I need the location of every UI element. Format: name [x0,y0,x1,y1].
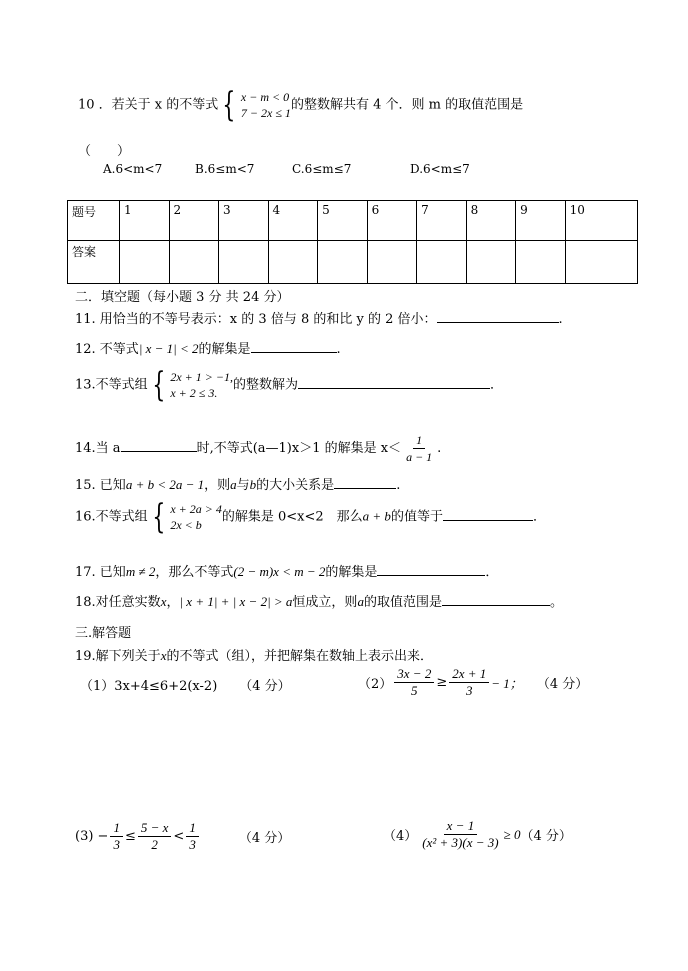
q10-paren: （ ） [78,144,131,159]
question-16: 16.不等式组 { x + 2a > 4 2x < b 的解集是 0<x<2 那么a + b的值等于 ． [75,497,546,537]
answer-table [67,200,638,284]
answer-blank[interactable] [443,508,533,521]
q10-prefix: 10 ．若关于 x 的不等式 [78,97,219,113]
question-15: 15. 已知a + b < 2a − 1，则a与b的大小关系是 . [75,477,401,493]
answer-blank[interactable] [377,563,485,576]
answer-cell[interactable] [466,241,516,284]
answer-blank[interactable] [121,439,197,452]
answer-cell[interactable] [516,241,566,284]
problem-1: （1）3x+4≤6+2(x-2) （4 分） [80,679,291,694]
answer-blank[interactable] [334,476,396,489]
q10-option-c: C.6≤m≤7 [292,162,352,176]
problem-3: (3) − $\frac{1}{3}$ ≤ $\frac{5 - x}{2}$ < $\frac{1}{3}$ （4 分） [75,820,291,852]
question-12: 12. 不等式| x − 1| < 2的解集是 . [75,341,341,357]
q10-system: { x − m < 0 7 − 2x ≤ 1 [222,85,291,125]
answer-cell[interactable] [367,241,417,284]
question-13: 13.不等式组 { 2x + 1 > −1, x + 2 ≤ 3. 的整数解为 ． [75,365,503,405]
table-row [68,241,638,284]
answer-cell[interactable] [120,241,170,284]
q16-system: { x + 2a > 4 2x < b [152,497,222,537]
answer-cell[interactable] [565,241,637,284]
q13-system: { 2x + 1 > −1, x + 2 ≤ 3. [152,365,233,405]
answer-cell[interactable] [219,241,269,284]
q10-option-d: D.6<m≤7 [410,162,470,176]
question-18: 18.对任意实数x，| x + 1| + | x − 2| > a恒成立，则a的取值范围是 。 [75,594,563,610]
answer-cell[interactable] [417,241,467,284]
question-10 [78,85,524,125]
question-11: 11. 用恰当的不等号表示：x 的 3 倍与 8 的和比 y 的 2 倍小： . [75,312,563,327]
q14-fraction: $\frac{1}{a - 1}$ [406,433,433,464]
answer-cell[interactable] [318,241,368,284]
section-2-title: 二．填空题（每小题 3 分 共 24 分） [75,290,290,305]
answer-blank[interactable] [298,376,490,389]
header-label: 题号 [68,201,120,241]
question-19: 19.解下列关于x的不等式（组），并把解集在数轴上表示出来． [75,648,433,664]
q10-option-a: A.6<m<7 [103,162,163,176]
answer-label: 答案 [68,241,120,284]
answer-cell[interactable] [169,241,219,284]
question-14: 14.当 a 时,不等式(a—1)x＞1 的解集是 x＜ $\frac{1}{a - 1}$ . [75,433,442,464]
section-3-title: 三.解答题 [75,626,132,641]
problem-4: （4） $\frac{x - 1}{\text{(x² + 3)(x − 3)}}$ ≥ 0 （4 分） [383,818,572,850]
answer-blank[interactable] [437,310,559,323]
table-row: 题号 1 2 3 4 5 6 7 8 9 10 [68,201,638,241]
q10-suffix: 的整数解共有 4 个．则 m 的取值范围是 [290,97,524,113]
answer-blank[interactable] [251,340,337,353]
answer-blank[interactable] [442,593,550,606]
answer-cell[interactable] [268,241,318,284]
question-17: 17. 已知m ≠ 2，那么不等式(2 − m)x < m − 2的解集是 ． [75,564,499,580]
q10-option-b: B.6≤m<7 [195,162,255,176]
problem-2: （2） $\frac{3x - 2}{5}$ ≥ $\frac{2x + 1}{3}$ − 1； （4 分） [358,666,589,698]
